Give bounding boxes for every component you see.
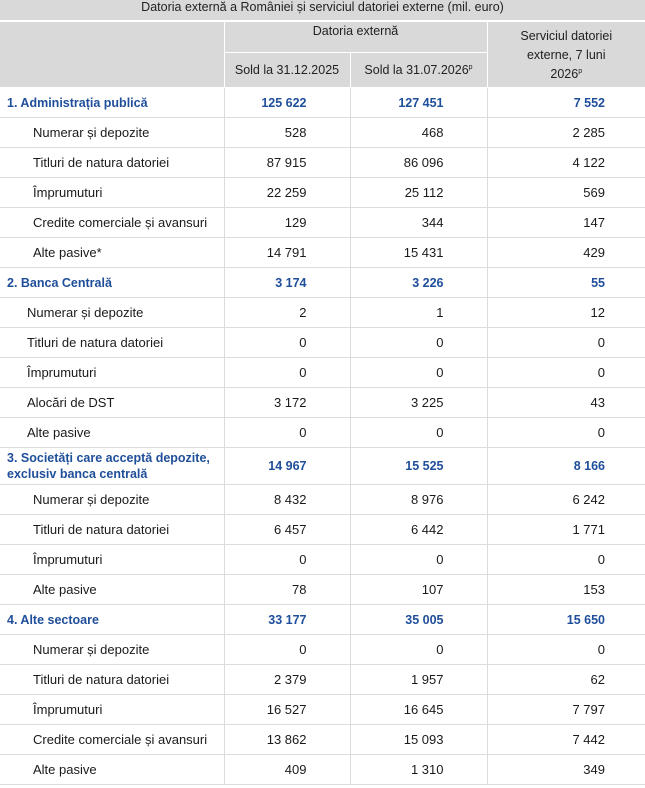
table-row: [0, 388, 645, 418]
value-balance-2026: 0: [350, 635, 487, 665]
value-balance-2026: 0: [350, 328, 487, 358]
table-header: [0, 22, 645, 88]
header-balance-2026-text: Sold la 31.07.2026: [364, 63, 469, 77]
value-balance-2026: 0: [350, 418, 487, 448]
value-debt-service: 12: [487, 298, 645, 328]
row-label: Numerar și depozite: [0, 298, 224, 328]
value-balance-2025: 22 259: [224, 178, 350, 208]
row-label: Alte pasive: [0, 418, 224, 448]
row-label: Credite comerciale și avansuri: [0, 208, 224, 238]
external-debt-table: [0, 22, 645, 785]
section-row: [0, 605, 645, 635]
value-debt-service: 62: [487, 665, 645, 695]
table-title: Datoria externă a României și serviciul datoriei externe (mil. euro): [0, 0, 645, 22]
value-debt-service: 55: [487, 268, 645, 298]
table-row: [0, 545, 645, 575]
header-debt-service-line2: externe, 7 luni: [526, 48, 606, 62]
row-label: Alocări de DST: [0, 388, 224, 418]
row-label: 4. Alte sectoare: [0, 605, 224, 635]
value-balance-2026: 15 431: [350, 238, 487, 268]
row-label: 2. Banca Centrală: [0, 268, 224, 298]
value-balance-2025: 0: [224, 328, 350, 358]
table-row: [0, 178, 645, 208]
row-label: Împrumuturi: [0, 358, 224, 388]
value-balance-2026: 35 005: [350, 605, 487, 635]
row-label: Titluri de natura datoriei: [0, 148, 224, 178]
value-balance-2025: 87 915: [224, 148, 350, 178]
value-balance-2025: 125 622: [224, 88, 350, 118]
header-balance-2026-sup: p: [468, 63, 473, 71]
value-balance-2025: 0: [224, 635, 350, 665]
row-label: Alte pasive: [0, 575, 224, 605]
value-balance-2026: 468: [350, 118, 487, 148]
value-balance-2025: 16 527: [224, 695, 350, 725]
table-row: [0, 238, 645, 268]
header-balance-2026: [350, 53, 487, 88]
value-balance-2025: 13 862: [224, 725, 350, 755]
value-debt-service: 0: [487, 328, 645, 358]
value-balance-2026: 1 957: [350, 665, 487, 695]
row-label: Titluri de natura datoriei: [0, 665, 224, 695]
section-row: [0, 268, 645, 298]
value-debt-service: 15 650: [487, 605, 645, 635]
row-label: Numerar și depozite: [0, 118, 224, 148]
value-debt-service: 0: [487, 358, 645, 388]
header-debt-service-line1: Serviciul datoriei: [520, 29, 613, 43]
table-row: [0, 515, 645, 545]
value-balance-2025: 129: [224, 208, 350, 238]
header-debt-service-line3: 2026: [550, 67, 579, 81]
value-balance-2026: 344: [350, 208, 487, 238]
value-balance-2025: 33 177: [224, 605, 350, 635]
table-row: [0, 148, 645, 178]
table-row: [0, 118, 645, 148]
table-row: [0, 418, 645, 448]
value-balance-2026: 1 310: [350, 755, 487, 785]
table-row: [0, 298, 645, 328]
value-balance-2025: 78: [224, 575, 350, 605]
value-balance-2026: 0: [350, 545, 487, 575]
value-debt-service: 4 122: [487, 148, 645, 178]
value-debt-service: 1 771: [487, 515, 645, 545]
value-balance-2026: 127 451: [350, 88, 487, 118]
value-balance-2026: 1: [350, 298, 487, 328]
table-row: [0, 485, 645, 515]
value-balance-2025: 3 172: [224, 388, 350, 418]
row-label: Împrumuturi: [0, 178, 224, 208]
value-debt-service: 2 285: [487, 118, 645, 148]
table-row: [0, 725, 645, 755]
value-debt-service: 0: [487, 545, 645, 575]
value-debt-service: 429: [487, 238, 645, 268]
section-row: [0, 88, 645, 118]
row-label: Împrumuturi: [0, 695, 224, 725]
value-balance-2025: 14 967: [224, 448, 350, 485]
value-debt-service: 8 166: [487, 448, 645, 485]
value-balance-2026: 86 096: [350, 148, 487, 178]
table-body: [0, 88, 645, 785]
value-balance-2025: 8 432: [224, 485, 350, 515]
row-label: Numerar și depozite: [0, 635, 224, 665]
row-label: 1. Administrația publică: [0, 88, 224, 118]
row-label: Titluri de natura datoriei: [0, 515, 224, 545]
table-row: [0, 635, 645, 665]
row-label: Alte pasive: [0, 755, 224, 785]
table-row: [0, 328, 645, 358]
value-balance-2026: 25 112: [350, 178, 487, 208]
value-balance-2026: 15 093: [350, 725, 487, 755]
table-row: [0, 575, 645, 605]
value-balance-2025: 528: [224, 118, 350, 148]
value-balance-2025: 0: [224, 418, 350, 448]
section-row: [0, 448, 645, 485]
value-balance-2025: 2 379: [224, 665, 350, 695]
value-balance-2026: 0: [350, 358, 487, 388]
value-balance-2026: 8 976: [350, 485, 487, 515]
row-label: Împrumuturi: [0, 545, 224, 575]
header-debt-service: [487, 22, 645, 88]
row-label: Credite comerciale și avansuri: [0, 725, 224, 755]
value-debt-service: 147: [487, 208, 645, 238]
value-debt-service: 7 552: [487, 88, 645, 118]
row-label: Titluri de natura datoriei: [0, 328, 224, 358]
value-debt-service: 0: [487, 418, 645, 448]
header-debt-service-sup: p: [578, 67, 583, 75]
value-balance-2026: 16 645: [350, 695, 487, 725]
table-row: [0, 695, 645, 725]
value-balance-2026: 3 225: [350, 388, 487, 418]
value-debt-service: 6 242: [487, 485, 645, 515]
value-balance-2025: 6 457: [224, 515, 350, 545]
header-corner: [0, 22, 224, 88]
value-balance-2026: 3 226: [350, 268, 487, 298]
value-debt-service: 0: [487, 635, 645, 665]
value-debt-service: 43: [487, 388, 645, 418]
value-balance-2026: 6 442: [350, 515, 487, 545]
value-balance-2025: 2: [224, 298, 350, 328]
value-debt-service: 153: [487, 575, 645, 605]
row-label: Numerar și depozite: [0, 485, 224, 515]
table-row: [0, 755, 645, 785]
value-balance-2025: 0: [224, 545, 350, 575]
value-balance-2025: 3 174: [224, 268, 350, 298]
table-row: [0, 208, 645, 238]
table-row: [0, 665, 645, 695]
table-row: [0, 358, 645, 388]
value-debt-service: 349: [487, 755, 645, 785]
value-balance-2026: 15 525: [350, 448, 487, 485]
row-label: Alte pasive*: [0, 238, 224, 268]
value-balance-2026: 107: [350, 575, 487, 605]
header-balance-2025: Sold la 31.12.2025: [224, 53, 350, 88]
value-debt-service: 7 797: [487, 695, 645, 725]
value-debt-service: 569: [487, 178, 645, 208]
value-debt-service: 7 442: [487, 725, 645, 755]
row-label: 3. Societăți care acceptă depozite, exclusiv banca centrală: [0, 448, 224, 485]
value-balance-2025: 409: [224, 755, 350, 785]
value-balance-2025: 0: [224, 358, 350, 388]
value-balance-2025: 14 791: [224, 238, 350, 268]
header-group-external-debt: Datoria externă: [224, 22, 487, 53]
